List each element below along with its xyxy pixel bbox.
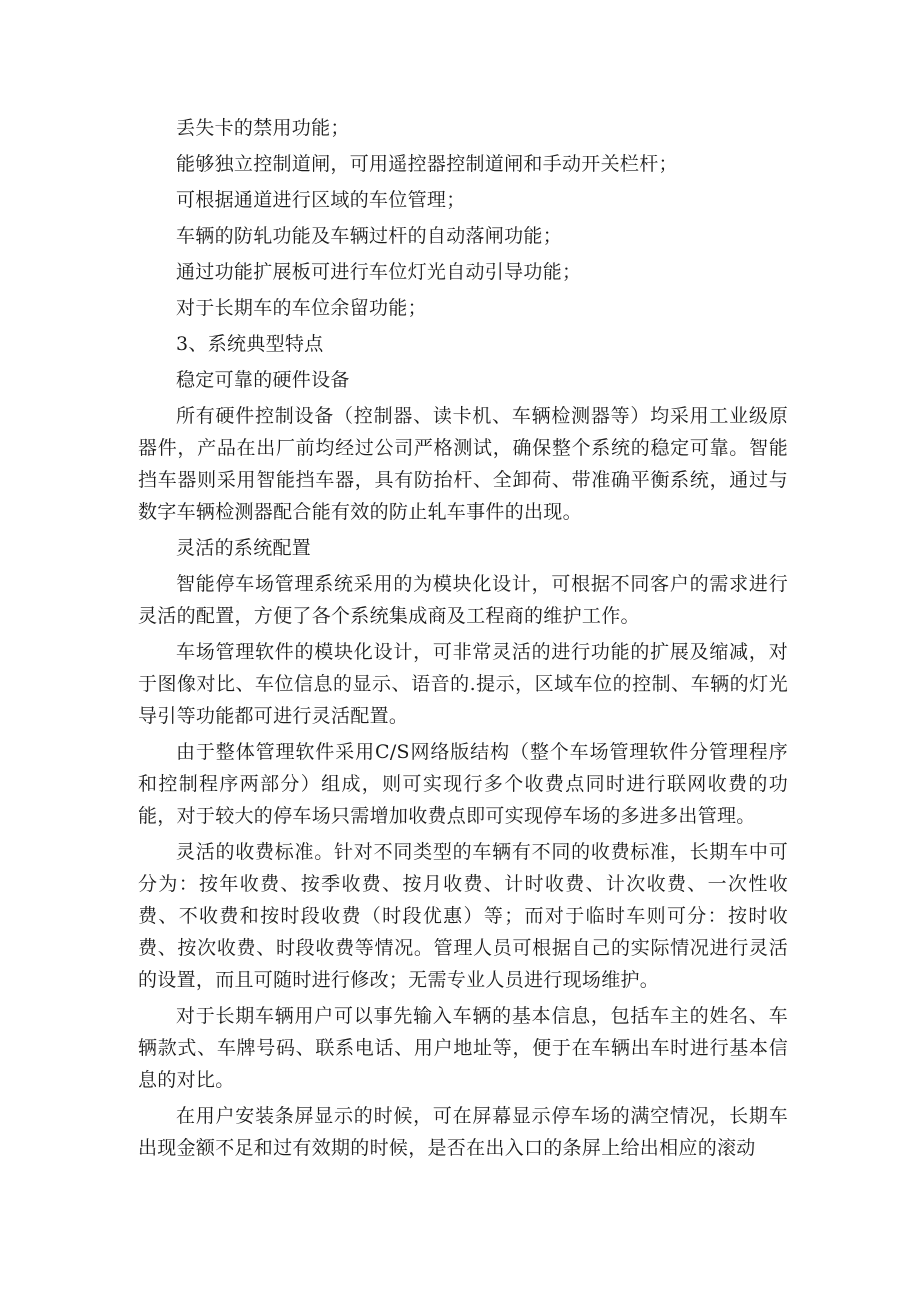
- paragraph-hardware: 所有硬件控制设备（控制器、读卡机、车辆检测器等）均采用工业级原器件，产品在出厂前均经过公司严格测试，确保整个系统的稳定可靠。智能挡车器则采用智能挡车器，具有防抬杆、全卸荷、带准确平衡系统，通过与数字车辆检测器配合能有效的防止轧车事件的出现。: [138, 405, 788, 523]
- paragraph-zone-management: 可根据通道进行区域的车位管理；: [176, 189, 466, 211]
- paragraph-modular-design: 智能停车场管理系统采用的为模块化设计，可根据不同客户的需求进行灵活的配置，方便了各个系统集成商及工程商的维护工作。: [138, 573, 788, 627]
- paragraph-cs-architecture: 由于整体管理软件采用C/S网络版结构（整个车场管理软件分管理程序和控制程序两部分）组成，则可实现行多个收费点同时进行联网收费的功能，对于较大的停车场只需增加收费点即可实现停车场的多进多出管理。: [138, 741, 788, 827]
- paragraph-reserved-spaces: 对于长期车的车位余留功能；: [176, 297, 427, 319]
- subheading-configuration: 灵活的系统配置: [176, 537, 312, 559]
- paragraph-light-guidance: 通过功能扩展板可进行车位灯光自动引导功能；: [176, 261, 582, 283]
- section-heading: 3、系统典型特点: [176, 333, 324, 355]
- paragraph-anti-crush: 车辆的防轧功能及车辆过杆的自动落闸功能；: [176, 225, 563, 247]
- paragraph-lost-card: 丢失卡的禁用功能；: [176, 117, 350, 139]
- subheading-hardware: 稳定可靠的硬件设备: [176, 369, 350, 391]
- paragraph-fee-standards: 灵活的收费标准。针对不同类型的车辆有不同的收费标准，长期车中可分为：按年收费、按季收费、按月收费、计时收费、计次收费、一次性收费、不收费和按时段收费（时段优惠）等；而对于临时车则可分：按时收费、按次收费、时段收费等情况。管理人员可根据自己的实际情况进行灵活的设置，而且可随时进行修改；无需专业人员进行现场维护。: [138, 841, 788, 991]
- paragraph-software-modules: 车场管理软件的模块化设计，可非常灵活的进行功能的扩展及缩减，对于图像对比、车位信息的显示、语音的.提示，区域车位的控制、车辆的灯光导引等功能都可进行灵活配置。: [138, 641, 788, 727]
- paragraph-barrier-control: 能够独立控制道闸，可用遥控器控制道闸和手动开关栏杆；: [176, 153, 678, 175]
- paragraph-display-screen: 在用户安装条屏显示的时候，可在屏幕显示停车场的满空情况，长期车出现金额不足和过有效期的时候，是否在出入口的条屏上给出相应的滚动: [138, 1105, 788, 1159]
- paragraph-vehicle-info: 对于长期车辆用户可以事先输入车辆的基本信息，包括车主的姓名、车辆款式、车牌号码、联系电话、用户地址等，便于在车辆出车时进行基本信息的对比。: [138, 1005, 788, 1091]
- document-page: [138, 112, 788, 1164]
